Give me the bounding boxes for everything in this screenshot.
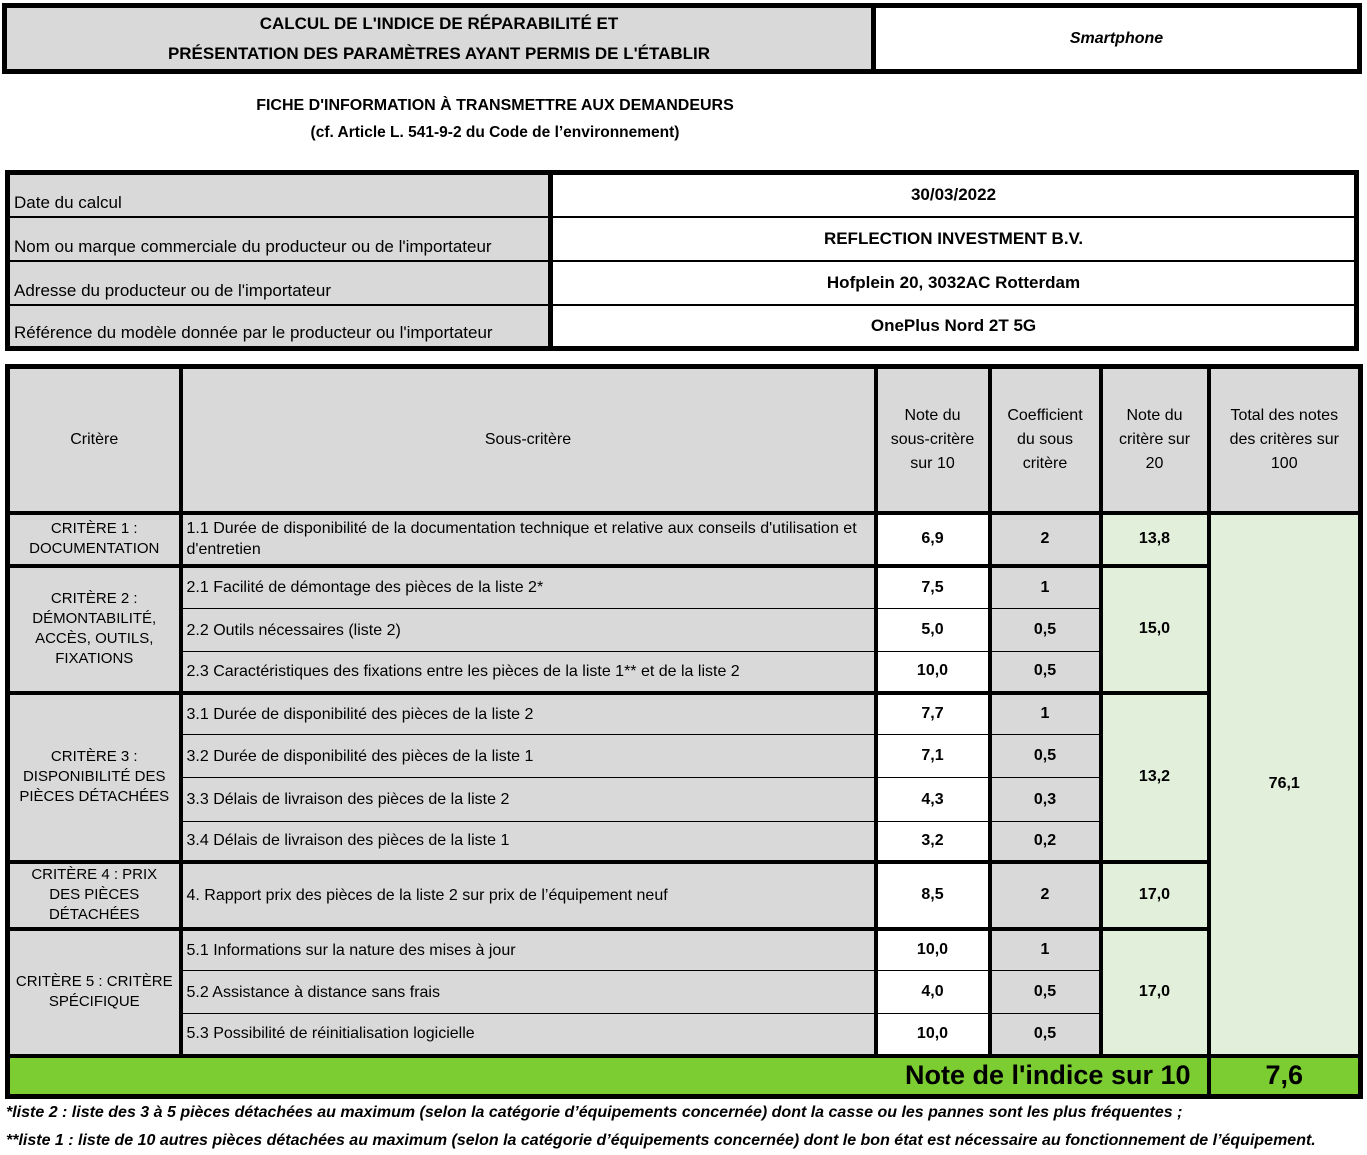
subcriterion-score: 4,3 <box>876 778 990 822</box>
info-value: OnePlus Nord 2T 5G <box>551 305 1357 349</box>
table-row <box>8 929 1361 971</box>
document-title <box>7 8 876 69</box>
subcriterion-score: 5,0 <box>876 609 990 652</box>
info-row <box>8 305 1357 349</box>
subcriterion-text: 3.4 Délais de livraison des pièces de la liste 1 <box>181 822 876 862</box>
subcriterion-coef: 1 <box>990 929 1101 971</box>
col-header-note-sur-20: Note du critère sur 20 <box>1101 367 1209 513</box>
subcriterion-coef: 1 <box>990 566 1101 609</box>
criterion-note20: 17,0 <box>1101 862 1209 929</box>
subcriterion-score: 10,0 <box>876 652 990 693</box>
subcriterion-score: 7,1 <box>876 735 990 778</box>
subcriterion-text: 1.1 Durée de disponibilité de la documentation technique et relative aux conseils d'utilisation et d'entretien <box>181 513 876 566</box>
subcriterion-coef: 1 <box>990 693 1101 735</box>
index-row <box>8 1056 1361 1097</box>
subtitle-block <box>0 97 990 142</box>
footnote-liste2: *liste 2 : liste des 3 à 5 pièces détachées au maximum (selon la catégorie d’équipements concernée) dont la casse ou les pannes sont les plus fréquentes ; <box>6 1104 1183 1121</box>
total-notes-100: 76,1 <box>1209 513 1361 1056</box>
info-value: REFLECTION INVESTMENT B.V. <box>551 217 1357 261</box>
info-row <box>8 173 1357 217</box>
info-label: Date du calcul <box>8 173 551 217</box>
criterion-name: CRITÈRE 4 : PRIX DES PIÈCES DÉTACHÉES <box>8 862 181 929</box>
document-title-line2: PRÉSENTATION DES PARAMÈTRES AYANT PERMIS DE L'ÉTABLIR <box>167 43 711 63</box>
subcriterion-text: 3.2 Durée de disponibilité des pièces de la liste 1 <box>181 735 876 778</box>
index-value: 7,6 <box>1209 1056 1361 1097</box>
criterion-note20: 13,8 <box>1101 513 1209 566</box>
criterion-name: CRITÈRE 3 : DISPONIBILITÉ DES PIÈCES DÉTACHÉES <box>8 693 181 862</box>
subcriterion-score: 7,5 <box>876 566 990 609</box>
table-header-row <box>8 367 1361 513</box>
subcriterion-text: 3.3 Délais de livraison des pièces de la liste 2 <box>181 778 876 822</box>
subcriterion-score: 10,0 <box>876 929 990 971</box>
index-row-label: Note de l'indice sur 10 <box>8 1056 1209 1097</box>
col-header-sous-critere: Sous-critère <box>181 367 876 513</box>
subcriterion-text: 2.1 Facilité de démontage des pièces de la liste 2* <box>181 566 876 609</box>
table-row <box>8 862 1361 929</box>
table-row <box>8 513 1361 566</box>
subcriterion-text: 5.2 Assistance à distance sans frais <box>181 971 876 1014</box>
subcriterion-coef: 0,5 <box>990 971 1101 1014</box>
subcriterion-score: 10,0 <box>876 1014 990 1056</box>
subcriterion-coef: 0,3 <box>990 778 1101 822</box>
info-value: 30/03/2022 <box>551 173 1357 217</box>
product-category-label: Smartphone <box>1069 29 1164 47</box>
col-header-total-sur-100: Total des notes des critères sur 100 <box>1209 367 1361 513</box>
info-label: Nom ou marque commerciale du producteur ou de l'importateur <box>8 217 551 261</box>
subcriterion-text: 5.3 Possibilité de réinitialisation logicielle <box>181 1014 876 1056</box>
info-row <box>8 261 1357 305</box>
subcriterion-coef: 0,5 <box>990 1014 1101 1056</box>
product-category-cell <box>876 8 1357 69</box>
criterion-name: CRITÈRE 2 : DÉMONTABILITÉ, ACCÈS, OUTILS, FIXATIONS <box>8 566 181 693</box>
criterion-note20: 17,0 <box>1101 929 1209 1056</box>
info-label: Référence du modèle donnée par le producteur ou l'importateur <box>8 305 551 349</box>
table-row <box>8 566 1361 609</box>
col-header-critere: Critère <box>8 367 181 513</box>
subcriterion-coef: 2 <box>990 862 1101 929</box>
col-header-coefficient: Coefficient du sous critère <box>990 367 1101 513</box>
criterion-note20: 13,2 <box>1101 693 1209 862</box>
footnotes <box>6 1104 1362 1155</box>
producer-info-table <box>5 170 1359 351</box>
subcriterion-coef: 0,5 <box>990 609 1101 652</box>
subcriterion-text: 2.2 Outils nécessaires (liste 2) <box>181 609 876 652</box>
criterion-note20: 15,0 <box>1101 566 1209 693</box>
info-label: Adresse du producteur ou de l'importateur <box>8 261 551 305</box>
info-value: Hofplein 20, 3032AC Rotterdam <box>551 261 1357 305</box>
table-row <box>8 693 1361 735</box>
criterion-name: CRITÈRE 1 : DOCUMENTATION <box>8 513 181 566</box>
document-title-line1: CALCUL DE L'INDICE DE RÉPARABILITÉ ET <box>259 13 619 33</box>
subcriterion-coef: 2 <box>990 513 1101 566</box>
subcriterion-coef: 0,5 <box>990 735 1101 778</box>
subcriterion-coef: 0,5 <box>990 652 1101 693</box>
subcriterion-score: 4,0 <box>876 971 990 1014</box>
subcriterion-score: 7,7 <box>876 693 990 735</box>
subcriterion-score: 3,2 <box>876 822 990 862</box>
subcriterion-coef: 0,2 <box>990 822 1101 862</box>
document-header <box>2 3 1362 74</box>
col-header-note-sur-10: Note du sous-critère sur 10 <box>876 367 990 513</box>
subtitle-line2: (cf. Article L. 541-9-2 du Code de l’environnement) <box>310 124 680 141</box>
footnote-liste1: **liste 1 : liste de 10 autres pièces détachées au maximum (selon la catégorie d’équipements concernée) dont le bon état est nécessaire au fonctionnement de l’équipement. <box>6 1132 1316 1149</box>
criterion-name: CRITÈRE 5 : CRITÈRE SPÉCIFIQUE <box>8 929 181 1056</box>
criteria-table <box>5 364 1363 1099</box>
info-row <box>8 217 1357 261</box>
subcriterion-score: 6,9 <box>876 513 990 566</box>
subcriterion-text: 4. Rapport prix des pièces de la liste 2 sur prix de l’équipement neuf <box>181 862 876 929</box>
subcriterion-score: 8,5 <box>876 862 990 929</box>
subcriterion-text: 2.3 Caractéristiques des fixations entre les pièces de la liste 1** et de la liste 2 <box>181 652 876 693</box>
subcriterion-text: 5.1 Informations sur la nature des mises à jour <box>181 929 876 971</box>
subcriterion-text: 3.1 Durée de disponibilité des pièces de la liste 2 <box>181 693 876 735</box>
subtitle-line1: FICHE D'INFORMATION À TRANSMETTRE AUX DEMANDEURS <box>256 97 734 114</box>
